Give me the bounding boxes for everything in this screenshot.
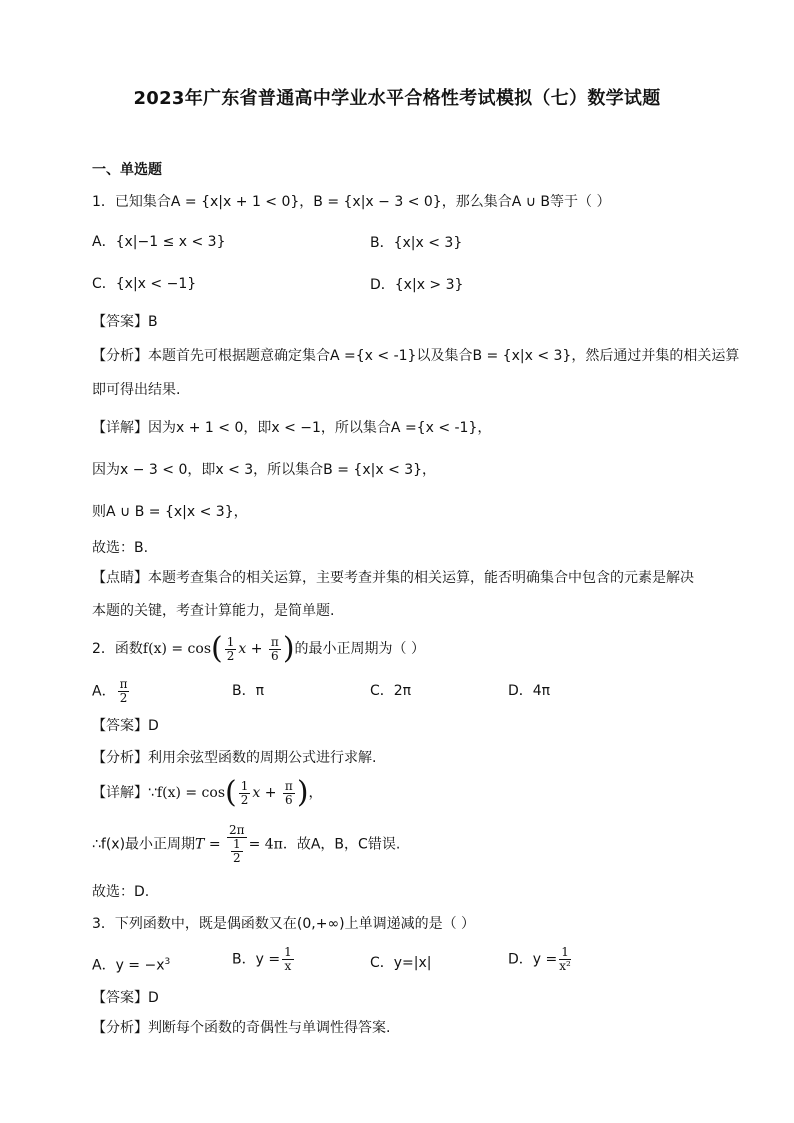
q3-stem: 3．下列函数中，既是偶函数又在(0,+∞)上单调递减的是（ ） [92, 916, 476, 932]
q1-detail-line2: 因为x − 3 < 0，即x < 3，所以集合B = {x|x < 3}， [92, 462, 437, 478]
q2-detail: 【详解】∵f(x) = cos( $\frac{1}{2}$ x + $\frac{\pi}{6}$ )， [92, 775, 323, 810]
q1-option-b: B．{x|x < 3} [370, 235, 463, 251]
q1-stem: 1．已知集合A = {x|x + 1 < 0}，B = {x|x − 3 < 0}，那么集合A ∪ B等于（ ） [92, 194, 611, 210]
q1-analysis-line2: 即可得出结果. [92, 382, 181, 398]
q2-option-b: B．π [232, 683, 265, 699]
q1-detail-line1: 【详解】因为x + 1 < 0，即x < −1，所以集合A ={x < -1}， [92, 420, 492, 436]
q1-analysis-line1: 【分析】本题首先可根据题意确定集合A ={x < -1}以及集合B = {x|x < 3}，然后通过并集的相关运算 [92, 348, 740, 364]
fraction-pi-six: $\frac{\pi}{6}$ [270, 634, 279, 663]
q3-answer: 【答案】D [92, 990, 159, 1006]
q2-option-c: C．2π [370, 683, 412, 699]
q1-comment-line1: 【点睛】本题考查集合的相关运算，主要考查并集的相关运算，能否明确集合中包含的元素是解决 [92, 570, 694, 586]
q3-option-a: A．$y = -x^3$ [92, 957, 171, 974]
q2-stem: 2．函数f(x) = cos( $\frac{1}{2}$ x + $\frac{\pi}{6}$ )的最小正周期为（ ） [92, 631, 425, 666]
q3-analysis: 【分析】判断每个函数的奇偶性与单调性得答案. [92, 1020, 391, 1036]
q1-choice: 故选：B. [92, 540, 149, 556]
q1-option-c: C．{x|x < −1} [92, 276, 197, 292]
fraction-half: $\frac{1}{2}$ [226, 634, 235, 663]
section-heading: 一、单选题 [92, 162, 162, 178]
document-title: 2023年广东省普通高中学业水平合格性考试模拟（七）数学试题 [133, 88, 661, 109]
q3-option-b: B．y = $\frac{1}{x}$ [232, 945, 292, 973]
q2-option-d: D．4π [508, 683, 551, 699]
q3-option-c: C．y=|x| [370, 955, 432, 971]
q3-option-d: D．y = $\frac{1}{\text{x²}}$ [508, 945, 571, 973]
q1-detail-line3: 则A ∪ B = {x|x < 3}， [92, 504, 248, 520]
q2-option-a: A． $\frac{\pi}{2}$ [92, 677, 128, 705]
q1-answer: 【答案】B [92, 314, 158, 330]
q1-option-d: D．{x|x > 3} [370, 277, 464, 293]
q2-analysis: 【分析】利用余弦型函数的周期公式进行求解. [92, 750, 377, 766]
q1-comment-line2: 本题的关键，考查计算能力，是简单题. [92, 603, 335, 619]
q2-answer: 【答案】D [92, 718, 159, 734]
q1-option-a: A．{x|−1 ≤ x < 3} [92, 234, 226, 250]
q2-period: ∴f(x)最小正周期T = $\frac{2\pi}{\frac{1}{2}}$ = 4π．故A，B，C错误. [92, 823, 401, 865]
q2-choice: 故选：D. [92, 884, 150, 900]
